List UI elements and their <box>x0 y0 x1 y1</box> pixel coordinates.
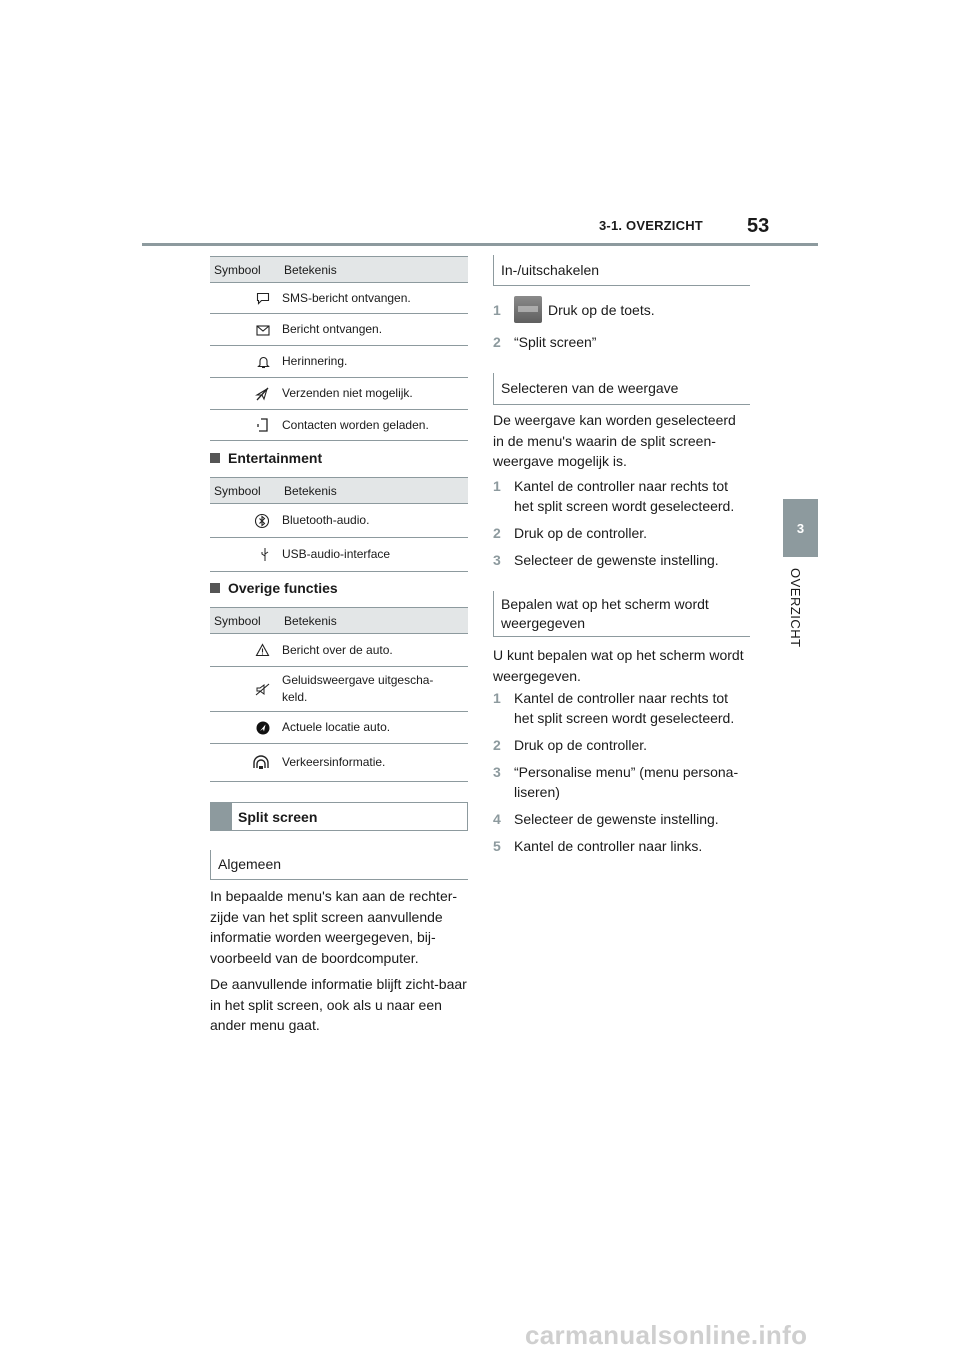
list-item: 2 Druk op de controller. <box>493 737 648 753</box>
table-row <box>210 712 468 744</box>
row-text: Verzenden niet mogelijk. <box>278 378 468 410</box>
table-row <box>210 283 468 314</box>
contacts-loading-icon <box>256 418 270 432</box>
messages-table <box>210 256 468 441</box>
usb-icon <box>260 547 270 562</box>
chapter-tab <box>783 499 818 557</box>
send-blocked-icon <box>255 387 270 401</box>
determine-body <box>493 645 750 856</box>
messages-table-wrap <box>210 256 468 441</box>
table-row <box>210 667 468 712</box>
paragraph: De weergave kan worden geselecteerd in de menu's waarin de split screen-weergave mogelijk is. <box>493 412 736 469</box>
row-text: USB-audio-interface <box>278 538 468 572</box>
traffic-info-icon <box>252 755 270 771</box>
row-text: Herinnering. <box>278 346 468 378</box>
envelope-icon <box>256 325 270 336</box>
col-header-meaning: Betekenis <box>278 608 468 634</box>
other-table-wrap <box>210 607 468 782</box>
page-number: 53 <box>747 215 770 237</box>
paragraph: U kunt bepalen wat op het scherm wordt weergegeven. <box>493 647 744 684</box>
chapter-label: OVERZICHT <box>788 568 803 648</box>
list-item: 4 Selecteer de gewenste instelling. <box>493 811 719 827</box>
list-item: 1 Druk op de toets. <box>493 296 750 323</box>
table-row <box>210 634 468 667</box>
list-item: 1 Kantel de controller naar rechts tot het split screen wordt geselecteerd. <box>493 477 735 514</box>
section-title: 3-1. OVERZICHT <box>599 218 703 233</box>
watermark: carmanualsonline.info <box>525 1320 808 1350</box>
row-text: Actuele locatie auto. <box>278 712 468 744</box>
table-row <box>210 314 468 346</box>
speech-bubble-icon <box>256 292 270 305</box>
table-row <box>210 346 468 378</box>
row-text: Contacten worden geladen. <box>278 410 468 441</box>
split-screen-heading: Split screen <box>210 802 468 831</box>
square-bullet-icon <box>210 583 220 593</box>
col-header-symbol: Symbool <box>210 478 278 504</box>
list-item: 2 Druk op de controller. <box>493 524 648 541</box>
list-item: 5 Kantel de controller naar links. <box>493 838 703 854</box>
col-header-symbol: Symbool <box>210 257 278 283</box>
paragraph: De aanvullende informatie blijft zicht-baar in het split screen, ook als u naar een ander menu gaat. <box>210 976 467 1033</box>
location-arrow-icon <box>256 721 270 735</box>
table-row <box>210 504 468 538</box>
entertainment-table-wrap <box>210 477 468 572</box>
col-header-meaning: Betekenis <box>278 257 468 283</box>
row-text: Verkeersinformatie. <box>278 744 468 782</box>
table-row <box>210 410 468 441</box>
table-row <box>210 538 468 572</box>
row-text: Geluidsweergave uitgescha- keld. <box>278 667 468 712</box>
determine-heading: Bepalen wat op het scherm wordt weergegeven <box>493 591 750 637</box>
split-screen-body <box>210 886 468 1036</box>
entertainment-table <box>210 477 468 572</box>
general-heading: Algemeen <box>210 850 468 880</box>
warning-triangle-icon <box>255 643 270 657</box>
paragraph: In bepaalde menu's kan aan de rechter-zijde van het split screen aanvullende informatie worden weergegeven, bij-voorbeeld van de boordcomputer. <box>210 888 458 966</box>
table-row <box>210 744 468 782</box>
list-item: 3 Selecteer de gewenste instelling. <box>493 551 719 568</box>
onoff-heading: In-/uitschakelen <box>493 255 750 286</box>
row-text: Bericht ontvangen. <box>278 314 468 346</box>
other-table <box>210 607 468 782</box>
square-bullet-icon <box>210 453 220 463</box>
bell-icon <box>257 355 270 369</box>
header-rule <box>142 243 818 246</box>
speaker-muted-icon <box>255 683 270 696</box>
row-text: Bericht over de auto. <box>278 634 468 667</box>
split-screen-button-image <box>514 296 542 323</box>
subhead-other: Overige functies <box>210 578 468 598</box>
table-row <box>210 378 468 410</box>
list-item: 2 “Split screen” <box>493 334 597 350</box>
subhead-entertainment: Entertainment <box>210 448 468 468</box>
select-heading: Selecteren van de weergave <box>493 373 750 405</box>
onoff-steps <box>493 296 750 352</box>
list-item: 1 Kantel de controller naar rechts tot het split screen wordt geselecteerd. <box>493 690 735 726</box>
row-text: Bluetooth-audio. <box>278 504 468 538</box>
col-header-symbol: Symbool <box>210 608 278 634</box>
row-text: SMS-bericht ontvangen. <box>278 283 468 314</box>
select-body <box>493 410 750 570</box>
list-item: 3 “Personalise menu” (menu persona-liseren) <box>493 764 739 800</box>
heading-marker <box>211 803 232 830</box>
bluetooth-audio-icon <box>254 513 270 529</box>
col-header-meaning: Betekenis <box>278 478 468 504</box>
chapter-number: 3 <box>796 520 805 536</box>
